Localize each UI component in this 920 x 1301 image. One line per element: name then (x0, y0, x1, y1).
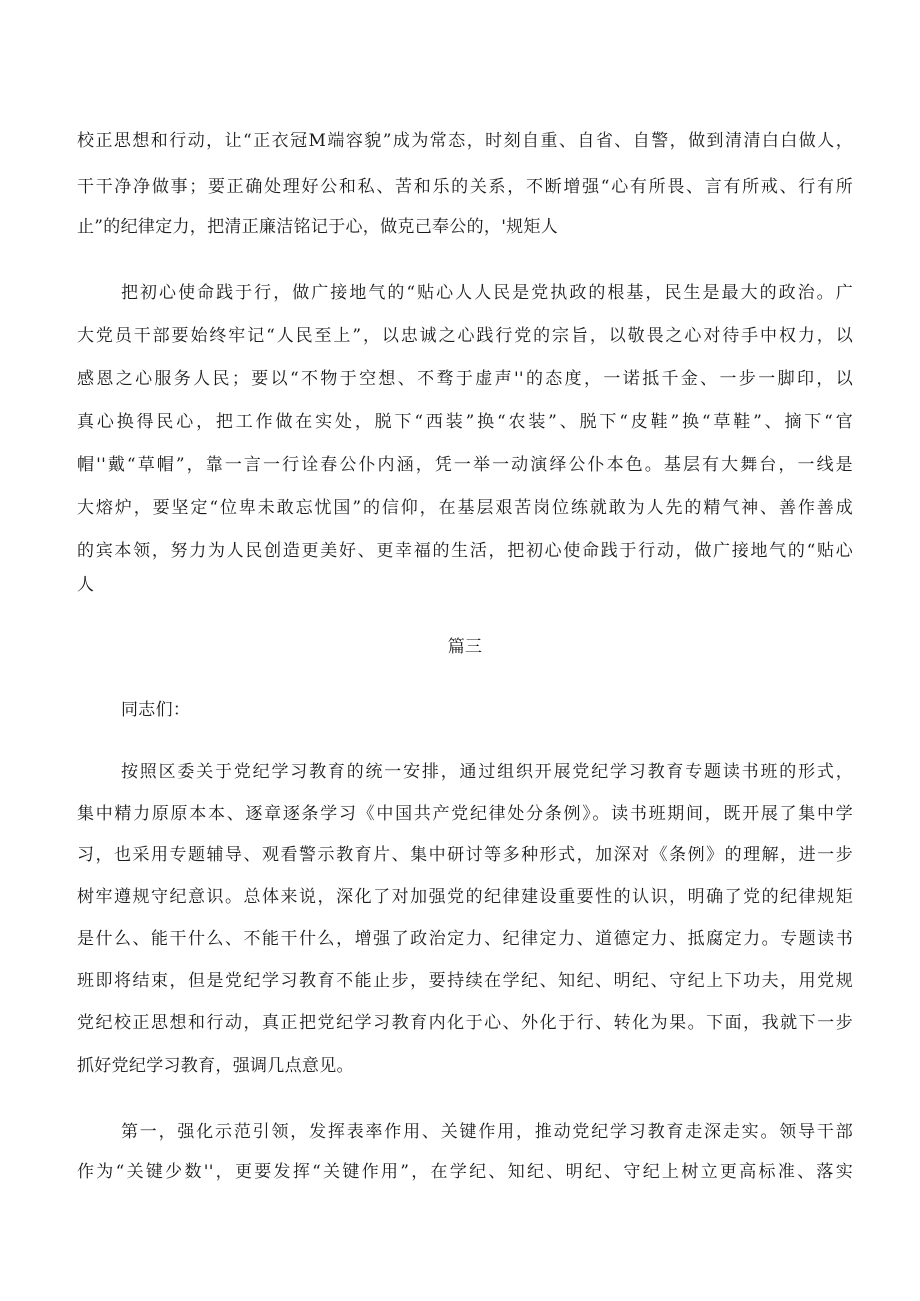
paragraph-line: 抓好党纪学习教育，强调几点意见。 (77, 1056, 354, 1076)
paragraph-line: 党纪校正思想和行动，真正把党纪学习教育内化于心、外化于行、转化为果。下面，我就下一步 (77, 1013, 853, 1033)
paragraph-line: 树牢遵规守纪意识。总体来说，深化了对加强党的纪律建设重要性的认识，明确了党的纪律规矩 (77, 887, 853, 907)
paragraph-line: 校正思想和行动，让“正衣冠M端容貌”成为常态，时刻自重、自省、自警，做到清清白白做人， (77, 131, 853, 151)
paragraph-line: 大熔炉，要坚定“位卑未敢忘忧国”的信仰，在基层艰苦岗位练就敢为人先的精气神、善作善成 (77, 498, 853, 518)
paragraph-line: 感恩之心服务人民；要以“不物于空想、不骛于虚声''的态度，一诺抵千金、一步一脚印，以 (77, 369, 853, 389)
paragraph-line: 第一，强化示范引领，发挥表率作用、关键作用，推动党纪学习教育走深走实。领导干部 (121, 1122, 853, 1142)
paragraph-line: 班即将结束，但是党纪学习教育不能止步，要持续在学纪、知纪、明纪、守纪上下功夫，用党规 (77, 971, 853, 991)
paragraph-line: 帽''戴“草帽”，靠一言一行诠春公仆内涵，凭一举一动演绎公仆本色。基层有大舞台，一线是 (77, 455, 853, 475)
salutation: 同志们： (121, 700, 191, 720)
paragraph-line: 作为“关键少数''，更要发挥“关键作用”，在学纪、知纪、明纪、守纪上树立更高标准、落实 (77, 1162, 853, 1182)
paragraph-line: 集中精力原原本本、逐章逐条学习《中国共产党纪律处分条例》。读书班期间，既开展了集中学 (77, 804, 853, 824)
paragraph-line: 习，也采用专题辅导、观看警示教育片、集中研讨等多种形式，加深对《条例》的理解，进一步 (77, 845, 853, 865)
paragraph-line: 的宾本领，努力为人民创造更美好、更幸福的生活，把初心使命践于行动，做广接地气的“贴心 (77, 541, 853, 561)
paragraph-line: 人 (77, 575, 95, 595)
paragraph-line: 是什么、能干什么、不能干什么，增强了政治定力、纪律定力、道德定力、抵腐定力。专题读书 (77, 929, 853, 949)
paragraph-line: 把初心使命践于行，做广接地气的“贴心人人民是党执政的根基，民生是最大的政治。广 (121, 283, 853, 303)
paragraph-line: 大党员干部要始终牢记“人民至上”，以忠诚之心践行党的宗旨，以敬畏之心对待手中权力，以 (77, 326, 853, 346)
paragraph-line: 按照区委关于党纪学习教育的统一安排，通过组织开展党纪学习教育专题读书班的形式， (121, 762, 853, 782)
paragraph-line: 真心换得民心，把工作做在实处，脱下“西装”换“农装”、脱下“皮鞋”换“草鞋”、摘下“官 (77, 412, 853, 432)
paragraph-line: 止”的纪律定力，把清正廉洁铭记于心，做克己奉公的，'规矩人 (77, 217, 559, 237)
section-heading: 篇三 (447, 637, 483, 657)
paragraph-line: 干干净净做事；要正确处理好公和私、苦和乐的关系，不断增强“心有所畏、言有所戒、行有所 (77, 177, 853, 197)
